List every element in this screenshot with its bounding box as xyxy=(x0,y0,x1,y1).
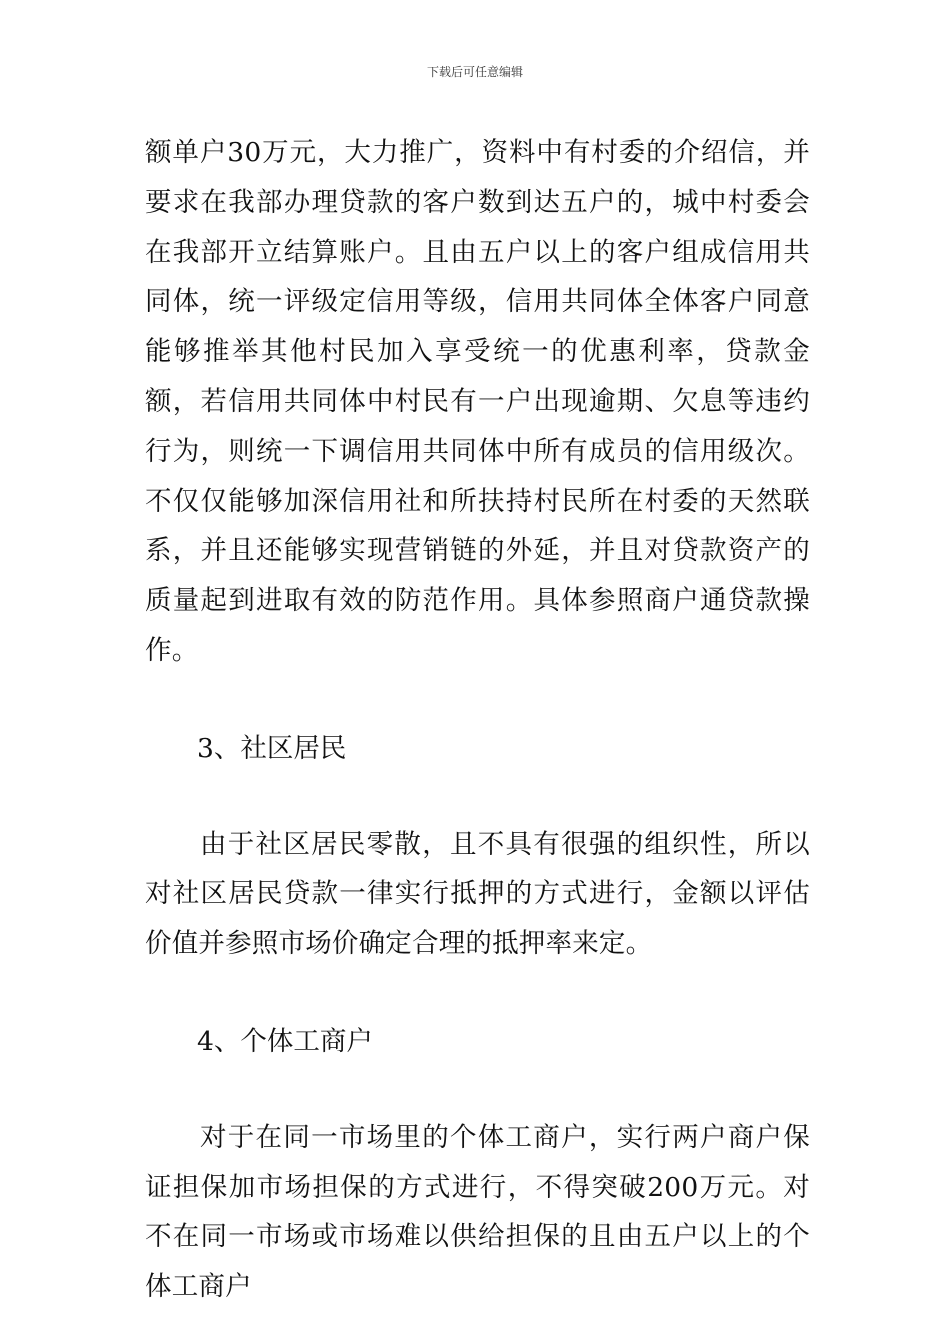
page-header-note: 下载后可任意编辑 xyxy=(426,65,523,79)
paragraph-community-residents: 由于社区居民零散，且不具有很强的组织性，所以对社区居民贷款一律实行抵押的方式进行，金额以评估价值并参照市场价确定合理的抵押率来定。 xyxy=(145,828,810,960)
section-spacer xyxy=(145,969,810,1017)
section-heading-community-residents: 3、社区居民 xyxy=(197,732,347,764)
section-spacer xyxy=(145,774,810,820)
section-spacer xyxy=(145,1067,810,1113)
paragraph-village-credit: 额单户30万元，大力推广，资料中有村委的介绍信，并要求在我部办理贷款的客户数到达五户的，城中村委会在我部开立结算账户。且由五户以上的客户组成信用共同体，统一评级定信用等级，信用共同体全体客户同意能够推举其他村民加入享受统一的优惠利率，贷款金额，若信用共同体中村民有一户出现逾期、欠息等违约行为，则统一下调信用共同体中所有成员的信用级次。不仅仅能够加深信用社和所扶持村民所在村委的天然联系，并且还能够实现营销链的外延，并且对贷款资产的质量起到进取有效的防范作用。具体参照商户通贷款操作。 xyxy=(145,137,810,666)
document-body xyxy=(145,128,810,1312)
section-spacer xyxy=(145,676,810,724)
paragraph-individual-merchants: 对于在同一市场里的个体工商户，实行两户商户保证担保加市场担保的方式进行，不得突破200万元。对不在同一市场或市场难以供给担保的且由五户以上的个体工商户 xyxy=(145,1121,810,1303)
section-heading-individual-merchants: 4、个体工商户 xyxy=(197,1025,373,1057)
